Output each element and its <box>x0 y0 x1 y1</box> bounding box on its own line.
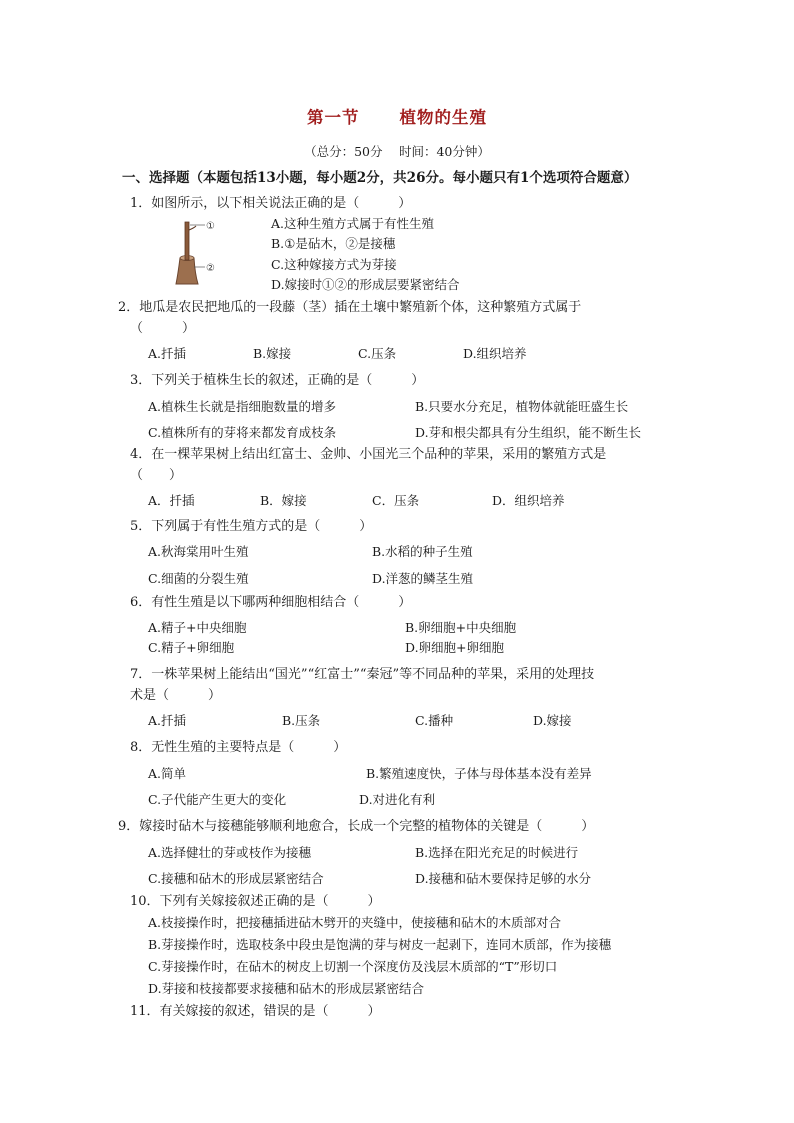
question-7-option-a: A.扦插 <box>148 713 187 728</box>
question-4-option-d: D．组织培养 <box>492 493 565 508</box>
question-2-option-d: D.组织培养 <box>463 346 527 361</box>
question-1-stem: 1．如图所示，以下相关说法正确的是（ ） <box>130 196 412 211</box>
question-8-option-d: D.对进化有利 <box>359 792 436 807</box>
question-1-option-d: D.嫁接时①②的形成层要紧密结合 <box>271 277 460 292</box>
question-7-stem: 7．一株苹果树上能结出“国光”“红富士”“秦冠”等不同品种的苹果，采用的处理技 <box>130 667 595 682</box>
question-3-option-d: D.芽和根尖都具有分生组织，能不断生长 <box>415 425 642 440</box>
figure-label-2: ② <box>206 263 215 274</box>
title-part2: 植物的生殖 <box>399 108 487 127</box>
question-7-option-c: C.播种 <box>415 713 454 728</box>
question-6-stem: 6．有性生殖是以下哪两种细胞相结合（ ） <box>130 595 412 610</box>
question-10-option-c: C.芽接操作时，在砧木的树皮上切割一个深度仿及浅层木质部的“T”形切口 <box>148 959 558 974</box>
question-10-option-b: B.芽接操作时，选取枝条中段虫是饱满的芽与树皮一起剥下，连同木质部，作为接穗 <box>148 937 612 952</box>
question-4-option-b: B．嫁接 <box>260 493 307 508</box>
question-4-option-c: C．压条 <box>372 493 420 508</box>
question-9-option-b: B.选择在阳光充足的时候进行 <box>415 845 579 860</box>
question-2-option-b: B.嫁接 <box>253 346 292 361</box>
title-part1: 第一节 <box>307 108 360 127</box>
question-6-option-b: B.卵细胞+中央细胞 <box>405 620 517 635</box>
question-4-option-a: A．扦插 <box>148 493 195 508</box>
question-10-option-a: A.枝接操作时，把接穗插进砧木劈开的夹缝中，使接穗和砧木的木质部对合 <box>148 915 562 930</box>
grafting-figure <box>172 218 232 290</box>
question-5-option-a: A.秋海棠用叶生殖 <box>148 544 249 559</box>
question-8-option-c: C.子代能产生更大的变化 <box>148 792 287 807</box>
question-11-stem: 11．有关嫁接的叙述，错误的是（ ） <box>130 1004 381 1019</box>
question-9-option-c: C.接穗和砧木的形成层紧密结合 <box>148 871 324 886</box>
question-7-stem-cont: 术是（ ） <box>130 688 222 703</box>
question-3-option-a: A.植株生长就是指细胞数量的增多 <box>148 399 337 414</box>
question-6-option-d: D.卵细胞+卵细胞 <box>405 640 505 655</box>
question-8-option-a: A.简单 <box>148 766 187 781</box>
question-1-option-b: B.①是砧木，②是接穗 <box>271 236 396 251</box>
question-4-stem: 4．在一棵苹果树上结出红富士、金帅、小国光三个品种的苹果，采用的繁殖方式是 <box>130 447 607 462</box>
question-1-option-a: A.这种生殖方式属于有性生殖 <box>271 216 435 231</box>
question-5-option-d: D.洋葱的鳞茎生殖 <box>372 571 474 586</box>
question-9-option-d: D.接穗和砧木要保持足够的水分 <box>415 871 592 886</box>
page-title <box>0 110 794 127</box>
question-8-option-b: B.繁殖速度快，子体与母体基本没有差异 <box>366 766 592 781</box>
question-1-option-c: C.这种嫁接方式为芽接 <box>271 257 397 272</box>
question-2-option-c: C.压条 <box>358 346 397 361</box>
question-3-option-c: C.植株所有的芽将来都发育成枝条 <box>148 425 337 440</box>
question-9-option-a: A.选择健壮的芽或枝作为接穗 <box>148 845 312 860</box>
section-heading: 一、选择题（本题包括13小题，每小题2分，共26分。每小题只有1个选项符合题意） <box>122 170 638 186</box>
question-3-stem: 3．下列关于植株生长的叙述，正确的是（ ） <box>130 373 425 388</box>
question-7-option-d: D.嫁接 <box>533 713 572 728</box>
question-5-option-b: B.水稻的种子生殖 <box>372 544 473 559</box>
scion-shape <box>185 222 189 260</box>
question-4-stem-cont: （ ） <box>130 468 183 483</box>
exam-meta: （总分：50分 时间：40分钟） <box>304 144 490 159</box>
question-2-stem-cont: （ ） <box>130 321 196 336</box>
question-6-option-c: C.精子+卵细胞 <box>148 640 235 655</box>
figure-label-1: ① <box>206 221 215 232</box>
question-8-stem: 8．无性生殖的主要特点是（ ） <box>130 740 347 755</box>
question-3-option-b: B.只要水分充足，植物体就能旺盛生长 <box>415 399 629 414</box>
question-10-option-d: D.芽接和枝接都要求接穗和砧木的形成层紧密结合 <box>148 981 425 996</box>
question-5-option-c: C.细菌的分裂生殖 <box>148 571 249 586</box>
question-10-stem: 10．下列有关嫁接叙述正确的是（ ） <box>130 894 381 909</box>
question-5-stem: 5．下列属于有性生殖方式的是（ ） <box>130 519 373 534</box>
question-2-stem: 2．地瓜是农民把地瓜的一段藤（茎）插在土壤中繁殖新个体，这种繁殖方式属于 <box>118 300 582 315</box>
question-6-option-a: A.精子+中央细胞 <box>148 620 247 635</box>
question-2-option-a: A.扦插 <box>148 346 187 361</box>
question-7-option-b: B.压条 <box>282 713 321 728</box>
question-9-stem: 9．嫁接时砧木与接穗能够顺利地愈合，长成一个完整的植物体的关键是（ ） <box>118 819 595 834</box>
